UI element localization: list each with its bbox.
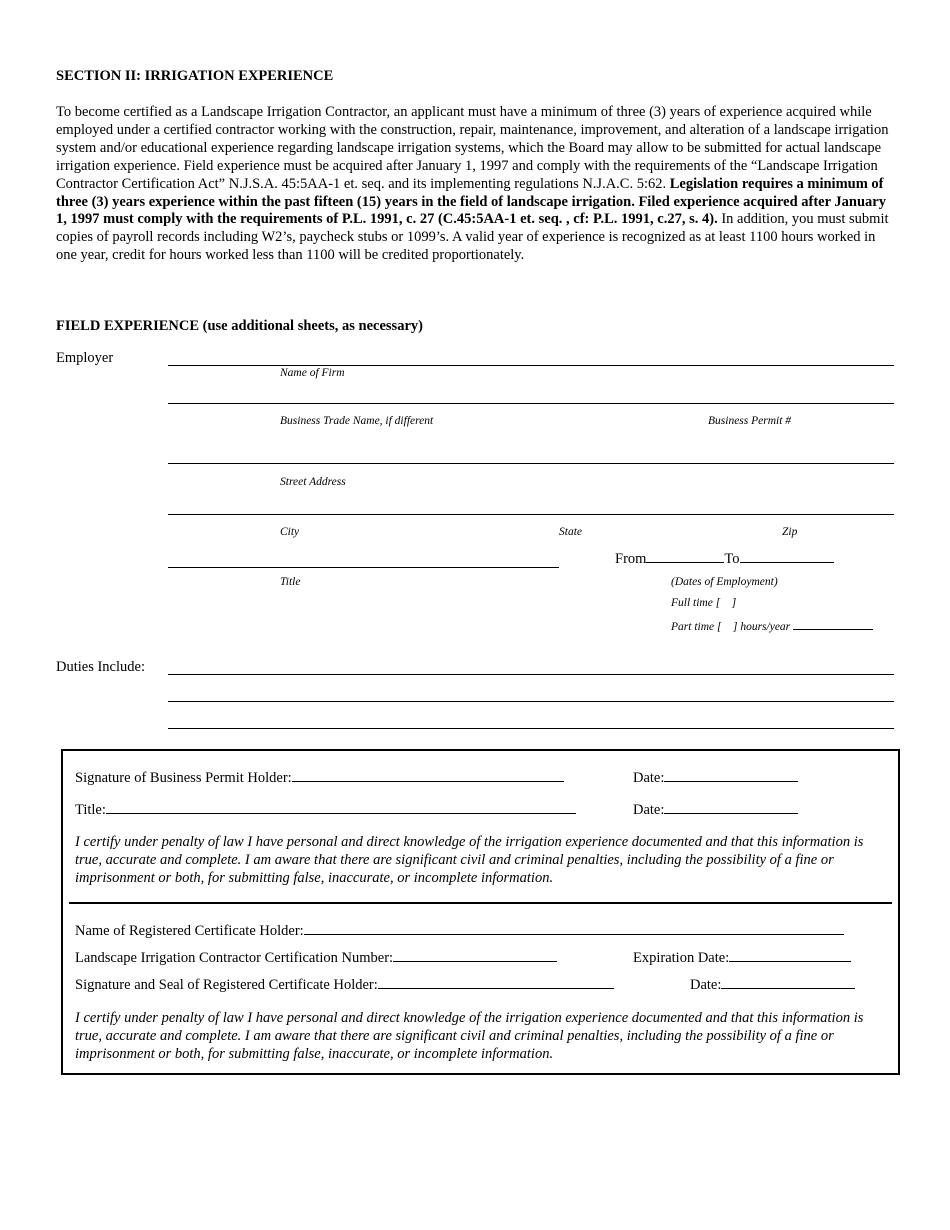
box-divider xyxy=(69,902,892,904)
name-of-firm-field[interactable] xyxy=(168,365,894,366)
dates-of-employment-caption: (Dates of Employment) xyxy=(671,576,778,588)
hours-per-year-field[interactable] xyxy=(793,619,873,630)
to-label: To xyxy=(724,551,740,567)
signature-seal-label: Signature and Seal of Registered Certificate Holder: xyxy=(75,977,378,993)
intro-text-2: In addition, you must submit copies of payroll records including W2’s, paycheck stubs or 1099’s. A valid year of experience is recognized as at least 1100 hours worked in one year, credit for hours worked less than 1100 will be credited proportionately. xyxy=(56,211,889,264)
title-caption: Title xyxy=(280,576,301,588)
certification-statement-2: I certify under penalty of law I have personal and direct knowledge of the irrigation experience documented and that this information is true, accurate and complete. I am aware that there are significant civil and criminal penalties, including the possibility of a fine or imprisonment or both, for submitting false, inaccurate, or incomplete information. xyxy=(75,1010,864,1062)
street-address-field[interactable] xyxy=(168,463,894,464)
part-time-row xyxy=(671,619,873,633)
duties-line-1[interactable] xyxy=(168,674,894,675)
city-state-zip-field[interactable] xyxy=(168,514,894,515)
trade-name-field[interactable] xyxy=(168,403,894,404)
certification-statement-1: I certify under penalty of law I have personal and direct knowledge of the irrigation experience documented and that this information is true, accurate and complete. I am aware that there are significant civil and criminal penalties, including the possibility of a fine or imprisonment or both, for submitting false, inaccurate, or incomplete information. xyxy=(75,834,864,886)
certificate-holder-name-row xyxy=(75,921,844,940)
expiration-date-row xyxy=(633,948,851,967)
cert-number-field[interactable] xyxy=(393,948,557,962)
part-time-checkbox[interactable]: Part time [ ] hours/year xyxy=(671,621,791,633)
duties-label: Duties Include: xyxy=(56,659,145,675)
title-field[interactable] xyxy=(168,567,559,568)
seal-date-field[interactable] xyxy=(721,975,855,989)
permit-holder-signature-label: Signature of Business Permit Holder: xyxy=(75,770,292,786)
signature-seal-row xyxy=(75,975,614,994)
cert-number-row xyxy=(75,948,557,967)
from-date-field[interactable] xyxy=(646,549,724,563)
duties-line-3[interactable] xyxy=(168,728,894,729)
seal-date-row xyxy=(690,975,855,994)
permit-holder-date-label: Date: xyxy=(633,770,665,786)
name-of-firm-caption: Name of Firm xyxy=(280,367,345,379)
certificate-holder-name-field[interactable] xyxy=(304,921,844,935)
title-date-label: Date: xyxy=(633,802,665,818)
certificate-holder-name-label: Name of Registered Certificate Holder: xyxy=(75,923,304,939)
intro-text-1: To become certified as a Landscape Irrigation Contractor, an applicant must have a minimum of three (3) years of experience acquired while employed under a certified contractor working with the construction, repair, maintenance, improvement, and alteration of a landscape irrigation system and/or educational experience regarding landscape irrigation systems, which the Board may allow to be submitted for actual landscape irrigation experience. Field experience must be acquired after January 1, 1997 and comply with the requirements of the “Landscape Irrigation Contractor Certification Act” N.J.S.A. 45:5AA-1 et. seq. and its implementing regulations N.J.A.C. 5:62. xyxy=(56,104,889,192)
box-title-field[interactable] xyxy=(106,800,576,814)
title-date-field[interactable] xyxy=(664,800,798,814)
trade-name-caption: Business Trade Name, if different xyxy=(280,415,434,427)
title-row xyxy=(75,800,576,819)
seal-date-label: Date: xyxy=(690,977,722,993)
signature-seal-field[interactable] xyxy=(378,975,614,989)
state-caption: State xyxy=(559,526,582,538)
street-address-caption: Street Address xyxy=(280,476,346,488)
cert-number-label: Landscape Irrigation Contractor Certification Number: xyxy=(75,950,394,966)
zip-caption: Zip xyxy=(782,526,798,538)
permit-holder-date-row xyxy=(633,768,798,787)
section-title: SECTION II: IRRIGATION EXPERIENCE xyxy=(56,68,334,84)
employer-label: Employer xyxy=(56,350,114,366)
permit-holder-signature-row xyxy=(75,768,564,787)
field-experience-title: FIELD EXPERIENCE (use additional sheets, as necessary) xyxy=(56,318,423,334)
from-label: From xyxy=(615,551,647,567)
full-time-checkbox[interactable]: Full time [ ] xyxy=(671,597,737,609)
expiration-date-label: Expiration Date: xyxy=(633,950,730,966)
dates-of-employment-row xyxy=(615,549,834,568)
expiration-date-field[interactable] xyxy=(729,948,851,962)
intro-paragraph xyxy=(56,104,898,265)
permit-holder-signature-field[interactable] xyxy=(292,768,564,782)
to-date-field[interactable] xyxy=(740,549,834,563)
box-title-label: Title: xyxy=(75,802,106,818)
title-date-row xyxy=(633,800,798,819)
permit-holder-date-field[interactable] xyxy=(664,768,798,782)
duties-line-2[interactable] xyxy=(168,701,894,702)
business-permit-caption: Business Permit # xyxy=(708,415,792,427)
city-caption: City xyxy=(280,526,300,538)
intro-bold-text: Legislation requires a minimum of three (3) years experience within the past fifteen (15) years in the field of landscape irrigation. Filed experience acquired after January 1, 1997 must comply with the requirements of P.L. 1991, c. 27 (C.45:5AA-1 et. seq. , cf: P.L. 1991, c.27, s. 4). xyxy=(56,175,886,228)
